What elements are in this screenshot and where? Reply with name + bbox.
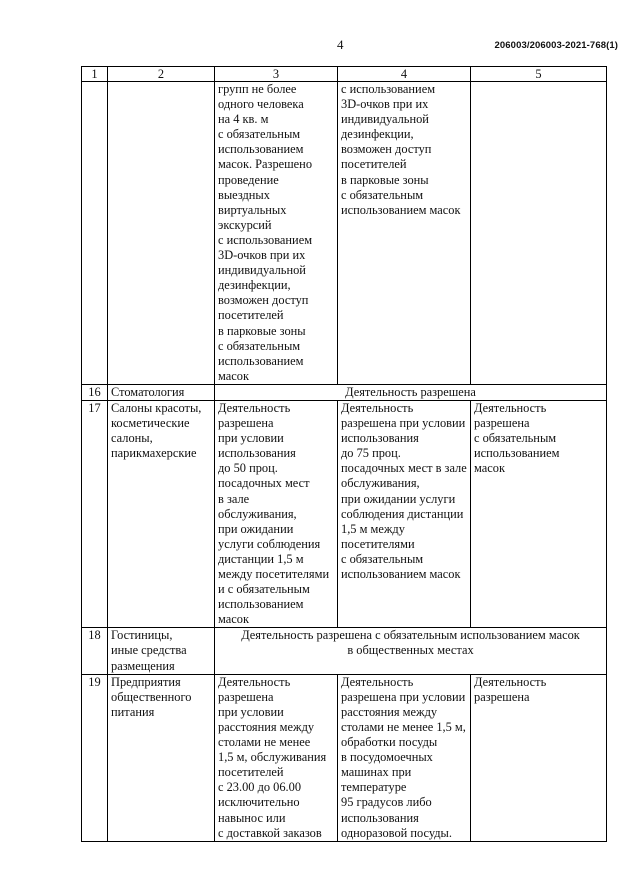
cell-text-line: разрешена при условии bbox=[341, 416, 466, 431]
col4-cell bbox=[338, 400, 471, 627]
cell-text-line: Деятельность bbox=[474, 400, 547, 415]
cell-text-line: 1,5 м, обслуживания bbox=[218, 750, 327, 765]
cell-text-line: дезинфекции, bbox=[218, 278, 291, 293]
cell-text-line: проведение bbox=[218, 172, 279, 187]
cell-text-line: использования bbox=[341, 431, 419, 446]
cell-text-line: в парковые зоны bbox=[218, 323, 306, 338]
cell-text-line: столами не менее bbox=[218, 735, 311, 750]
cell-text-line: разрешена bbox=[474, 416, 530, 431]
col5-cell bbox=[471, 82, 607, 385]
cell-text-line: в общественных местах bbox=[347, 643, 474, 658]
cell-text-line: размещения bbox=[111, 658, 175, 673]
cell-text-line: с обязательным bbox=[341, 187, 424, 202]
col4-cell bbox=[338, 82, 471, 385]
cell-text-line: расстояния между bbox=[341, 704, 438, 719]
cell-text-line: парикмахерские bbox=[111, 446, 197, 461]
cell-text-line: разрешена bbox=[218, 416, 274, 431]
cell-text-line: использованием bbox=[218, 597, 304, 612]
col3-cell bbox=[215, 400, 338, 627]
cell-text-line: с обязательным bbox=[341, 551, 424, 566]
cell-text-line: одного человека bbox=[218, 97, 304, 112]
name-cell bbox=[108, 82, 215, 385]
table-row bbox=[82, 628, 607, 674]
merged-cell bbox=[215, 628, 607, 674]
cell-text-line: использованием bbox=[218, 142, 304, 157]
cell-text-line: с обязательным bbox=[218, 338, 301, 353]
cell-text-line: с 23.00 до 06.00 bbox=[218, 780, 302, 795]
cell-text-line: использованием bbox=[474, 446, 560, 461]
cell-text-line: разрешена bbox=[218, 689, 274, 704]
col3-cell bbox=[215, 674, 338, 841]
cell-text-line: салоны, bbox=[111, 431, 153, 446]
cell-text-line: в парковые зоны bbox=[341, 172, 429, 187]
cell-text-line: разрешена при условии bbox=[341, 689, 466, 704]
cell-text-line: посетителями bbox=[341, 536, 415, 551]
name-cell bbox=[108, 674, 215, 841]
header-cell: 2 bbox=[108, 67, 215, 82]
cell-text-line: посадочных мест в зале bbox=[341, 461, 467, 476]
cell-text-line: Салоны красоты, bbox=[111, 400, 202, 415]
cell-text-line: услуги соблюдения bbox=[218, 536, 321, 551]
cell-text-line: 1,5 м между bbox=[341, 521, 405, 536]
cell-text-line: иные средства bbox=[111, 643, 187, 658]
cell-text-line: до 50 проц. bbox=[218, 461, 278, 476]
cell-text-line: машинах при bbox=[341, 765, 412, 780]
cell-text-line: выездных bbox=[218, 187, 270, 202]
cell-text-line: Деятельность bbox=[218, 400, 291, 415]
cell-text-line: разрешена bbox=[474, 689, 530, 704]
cell-text-line: Деятельность bbox=[474, 674, 547, 689]
num-cell: 19 bbox=[82, 674, 108, 841]
cell-text-line: масок bbox=[218, 368, 249, 383]
num-cell: 17 bbox=[82, 400, 108, 627]
cell-text-line: возможен доступ bbox=[218, 293, 309, 308]
cell-text-line: питания bbox=[111, 704, 155, 719]
table-row bbox=[82, 82, 607, 385]
num-cell: 16 bbox=[82, 384, 108, 400]
cell-text-line: обслуживания, bbox=[341, 476, 420, 491]
name-cell bbox=[108, 400, 215, 627]
header-cell: 3 bbox=[215, 67, 338, 82]
cell-text-line: Деятельность bbox=[341, 400, 414, 415]
col5-cell bbox=[471, 400, 607, 627]
cell-text-line: исключительно bbox=[218, 795, 300, 810]
col4-cell bbox=[338, 674, 471, 841]
cell-text-line: Предприятия bbox=[111, 674, 181, 689]
cell-text-line: Деятельность bbox=[341, 674, 414, 689]
num-cell: 18 bbox=[82, 628, 108, 674]
cell-text-line: Стоматология bbox=[111, 384, 185, 399]
cell-text-line: в зале bbox=[218, 491, 250, 506]
cell-text-line: общественного bbox=[111, 689, 192, 704]
cell-text-line: с обязательным bbox=[474, 431, 557, 446]
cell-text-line: использования bbox=[218, 446, 296, 461]
table-row bbox=[82, 400, 607, 627]
cell-text-line: возможен доступ bbox=[341, 142, 432, 157]
cell-text-line: между посетителями bbox=[218, 567, 330, 581]
cell-text-line: косметические bbox=[111, 416, 190, 431]
num-cell bbox=[82, 82, 108, 385]
cell-text-line: и с обязательным bbox=[218, 582, 310, 597]
cell-text-line: экскурсий bbox=[218, 217, 272, 232]
cell-text-line: использованием bbox=[218, 353, 304, 368]
cell-text-line: Деятельность разрешена с обязательным использованием масок bbox=[241, 628, 580, 643]
cell-text-line: 95 градусов либо bbox=[341, 795, 432, 810]
header-cell: 1 bbox=[82, 67, 108, 82]
cell-text-line: при условии bbox=[218, 704, 284, 719]
name-cell bbox=[108, 384, 215, 400]
cell-text-line: в посудомоечных bbox=[341, 750, 433, 765]
cell-text-line: дезинфекции, bbox=[341, 127, 414, 142]
cell-text-line: посетителей bbox=[341, 157, 407, 172]
cell-text-line: температуре bbox=[341, 780, 407, 795]
cell-text-line: с использованием bbox=[341, 82, 436, 96]
cell-text-line: обработки посуды bbox=[341, 735, 438, 750]
cell-text-line: одноразовой посуды. bbox=[341, 825, 452, 840]
cell-text-line: навынос или bbox=[218, 810, 286, 825]
name-cell bbox=[108, 628, 215, 674]
cell-text-line: при ожидании bbox=[218, 521, 294, 536]
cell-text-line: расстояния между bbox=[218, 719, 315, 734]
table-row bbox=[82, 674, 607, 841]
document-id: 206003/206003-2021-768(1) bbox=[494, 40, 618, 51]
cell-text-line: обслуживания, bbox=[218, 506, 297, 521]
cell-text-line: использованием масок bbox=[341, 202, 461, 217]
cell-text-line: масок bbox=[218, 612, 249, 627]
cell-text-line: 3D-очков при их bbox=[341, 97, 429, 112]
cell-text-line: посетителей bbox=[218, 308, 284, 323]
col3-cell bbox=[215, 82, 338, 385]
cell-text-line: индивидуальной bbox=[218, 263, 306, 278]
cell-text-line: масок bbox=[474, 461, 505, 476]
cell-text-line: с доставкой заказов bbox=[218, 825, 322, 840]
cell-text-line: с использованием bbox=[218, 232, 313, 247]
cell-text-line: соблюдения дистанции bbox=[341, 506, 464, 521]
cell-text-line: использованием масок bbox=[341, 567, 461, 581]
regulation-table bbox=[81, 66, 607, 842]
cell-text-line: использования bbox=[341, 810, 419, 825]
cell-text-line: дистанции 1,5 м bbox=[218, 551, 304, 566]
header-row bbox=[82, 67, 607, 82]
cell-text-line: групп не более bbox=[218, 82, 297, 96]
cell-text-line: столами не менее 1,5 м, bbox=[341, 719, 466, 734]
cell-text-line: 3D-очков при их bbox=[218, 248, 306, 263]
cell-text-line: виртуальных bbox=[218, 202, 287, 217]
cell-text-line: с обязательным bbox=[218, 127, 301, 142]
merged-cell: Деятельность разрешена bbox=[215, 384, 607, 400]
cell-text-line: при ожидании услуги bbox=[341, 491, 456, 506]
table-row bbox=[82, 384, 607, 400]
cell-text-line: на 4 кв. м bbox=[218, 112, 269, 127]
header-cell: 5 bbox=[471, 67, 607, 82]
cell-text-line: при условии bbox=[218, 431, 284, 446]
cell-text-line: посадочных мест bbox=[218, 476, 310, 491]
cell-text-line: до 75 проц. bbox=[341, 446, 401, 461]
cell-text-line: Деятельность bbox=[218, 674, 291, 689]
cell-text-line: Гостиницы, bbox=[111, 628, 173, 643]
page-number: 4 bbox=[337, 37, 344, 52]
header-cell: 4 bbox=[338, 67, 471, 82]
cell-text-line: индивидуальной bbox=[341, 112, 429, 127]
cell-text-line: посетителей bbox=[218, 765, 284, 780]
cell-text-line: масок. Разрешено bbox=[218, 157, 313, 172]
col5-cell bbox=[471, 674, 607, 841]
